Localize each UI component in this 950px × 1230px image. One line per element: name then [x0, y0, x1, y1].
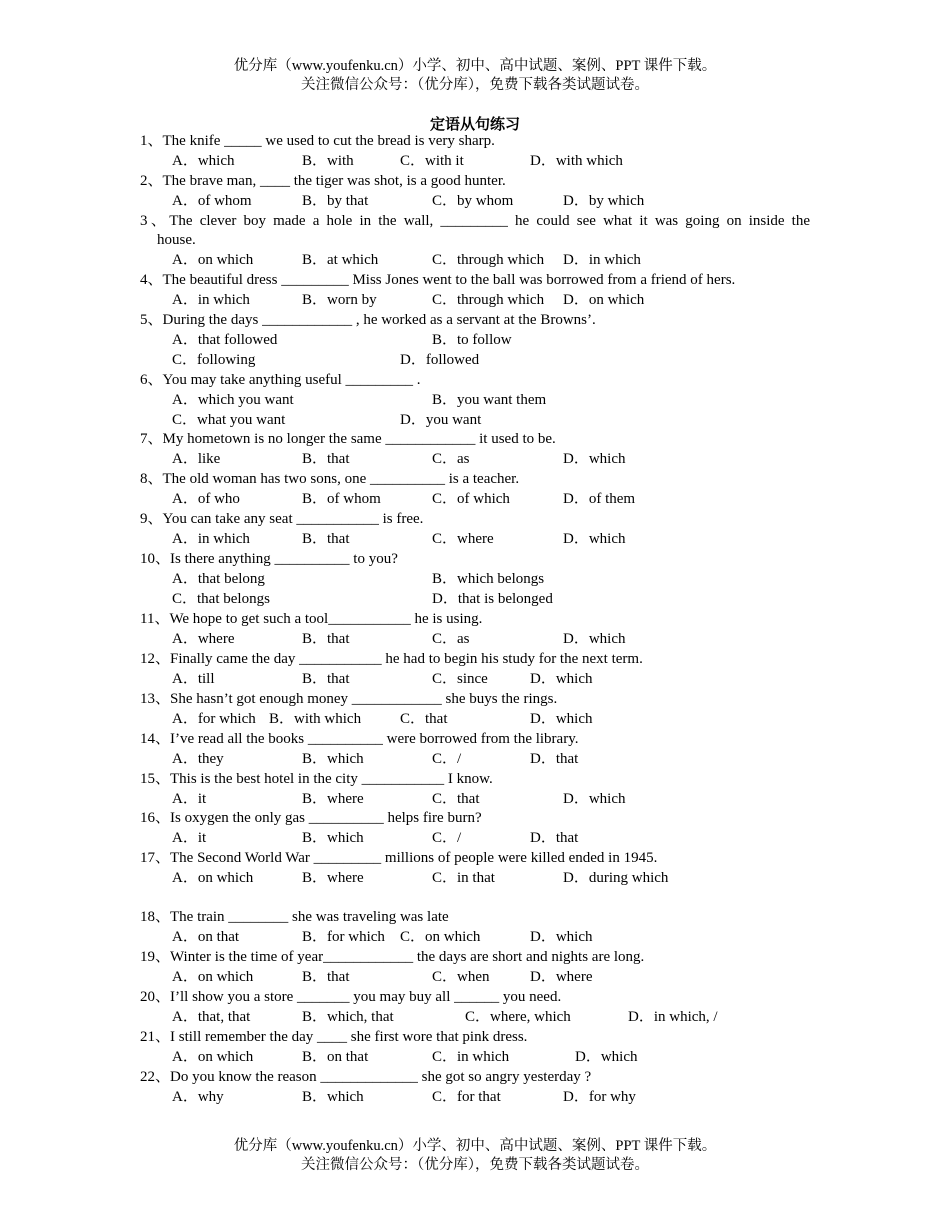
question-8-option-c[interactable]: C．of which — [432, 491, 510, 507]
question-21-option-b[interactable]: B．on that — [302, 1049, 369, 1065]
question-22-option-d[interactable]: D．for why — [563, 1089, 636, 1105]
question-22-option-a[interactable]: A．why — [172, 1089, 224, 1105]
question-5-option-a[interactable]: A．that followed — [172, 332, 278, 348]
question-9-option-d[interactable]: D．which — [563, 531, 626, 547]
question-16-option-a[interactable]: A．it — [172, 830, 207, 846]
question-18-option-c[interactable]: C．on which — [400, 929, 481, 945]
question-22-stem: 22、Do you know the reason _____________ she got so angry yesterday ? — [140, 1069, 592, 1085]
question-15-option-d[interactable]: D．which — [563, 791, 626, 807]
question-14-option-c[interactable]: C．/ — [432, 751, 462, 767]
question-9-stem: 9、You can take any seat ___________ is free. — [140, 511, 424, 527]
question-10-stem: 10、Is there anything __________ to you? — [140, 551, 398, 567]
question-7-option-b[interactable]: B．that — [302, 451, 350, 467]
question-8-stem: 8、The old woman has two sons, one __________ is a teacher. — [140, 471, 520, 487]
question-8-option-d[interactable]: D．of them — [563, 491, 636, 507]
question-12-option-b[interactable]: B．that — [302, 671, 350, 687]
question-3-option-a[interactable]: A．on which — [172, 252, 254, 268]
question-2-option-c[interactable]: C．by whom — [432, 193, 514, 209]
header-line-1: 优分库（www.youfenku.cn）小学、初中、高中试题、案例、PPT 课件下载。 — [233, 58, 717, 74]
page-title: 定语从句练习 — [429, 117, 520, 133]
question-1-option-c[interactable]: C．with it — [400, 153, 464, 169]
question-14-option-b[interactable]: B．which — [302, 751, 364, 767]
question-11-option-a[interactable]: A．where — [172, 631, 235, 647]
question-6-option-d[interactable]: D．you want — [400, 412, 482, 428]
question-11-option-c[interactable]: C．as — [432, 631, 470, 647]
question-7-stem: 7、My hometown is no longer the same ____________ it used to be. — [140, 431, 556, 447]
question-3-option-c[interactable]: C．through which — [432, 252, 545, 268]
footer-line-2: 关注微信公众号：（优分库），免费下载各类试题试卷。 — [301, 1157, 649, 1173]
question-16-option-d[interactable]: D．that — [530, 830, 579, 846]
question-18-option-b[interactable]: B．for which — [302, 929, 385, 945]
question-13-option-d[interactable]: D．which — [530, 711, 593, 727]
question-17-option-b[interactable]: B．where — [302, 870, 364, 886]
question-2-option-a[interactable]: A．of whom — [172, 193, 252, 209]
header-line-2: 关注微信公众号：（优分库），免费下载各类试题试卷。 — [301, 77, 649, 93]
question-16-stem: 16、Is oxygen the only gas __________ helps fire burn? — [140, 810, 482, 826]
question-13-option-c[interactable]: C．that — [400, 711, 448, 727]
question-19-option-b[interactable]: B．that — [302, 969, 350, 985]
question-12-option-a[interactable]: A．till — [172, 671, 215, 687]
question-14-option-a[interactable]: A．they — [172, 751, 224, 767]
question-15-stem: 15、This is the best hotel in the city ___________ I know. — [140, 771, 493, 787]
question-5-option-b[interactable]: B．to follow — [432, 332, 512, 348]
question-1-option-b[interactable]: B．with — [302, 153, 354, 169]
footer-line-1: 优分库（www.youfenku.cn）小学、初中、高中试题、案例、PPT 课件下载。 — [233, 1138, 717, 1154]
question-17-option-c[interactable]: C．in that — [432, 870, 495, 886]
question-7-option-a[interactable]: A．like — [172, 451, 221, 467]
question-21-option-d[interactable]: D．which — [575, 1049, 638, 1065]
question-13-option-b[interactable]: B．with which — [269, 711, 362, 727]
question-11-option-d[interactable]: D．which — [563, 631, 626, 647]
question-8-option-a[interactable]: A．of who — [172, 491, 240, 507]
question-14-option-d[interactable]: D．that — [530, 751, 579, 767]
question-15-option-a[interactable]: A．it — [172, 791, 207, 807]
question-13-option-a[interactable]: A．for which — [172, 711, 256, 727]
question-15-option-b[interactable]: B．where — [302, 791, 364, 807]
question-21-option-a[interactable]: A．on which — [172, 1049, 254, 1065]
question-7-option-c[interactable]: C．as — [432, 451, 470, 467]
question-4-option-c[interactable]: C．through which — [432, 292, 545, 308]
question-10-option-b[interactable]: B．which belongs — [432, 571, 545, 587]
question-20-option-d[interactable]: D．in which, / — [628, 1009, 718, 1025]
question-18-option-d[interactable]: D．which — [530, 929, 593, 945]
question-11-option-b[interactable]: B．that — [302, 631, 350, 647]
question-19-option-a[interactable]: A．on which — [172, 969, 254, 985]
question-3-option-d[interactable]: D．in which — [563, 252, 641, 268]
question-5-stem: 5、During the days ____________ , he worked as a servant at the Browns’. — [140, 312, 596, 328]
question-6-option-a[interactable]: A．which you want — [172, 392, 294, 408]
question-7-option-d[interactable]: D．which — [563, 451, 626, 467]
question-10-option-c[interactable]: C．that belongs — [172, 591, 270, 607]
question-12-option-c[interactable]: C．since — [432, 671, 488, 687]
question-2-option-b[interactable]: B．by that — [302, 193, 369, 209]
question-20-option-c[interactable]: C．where, which — [465, 1009, 571, 1025]
question-21-option-c[interactable]: C．in which — [432, 1049, 510, 1065]
question-18-option-a[interactable]: A．on that — [172, 929, 240, 945]
question-9-option-b[interactable]: B．that — [302, 531, 350, 547]
question-2-option-d[interactable]: D．by which — [563, 193, 645, 209]
question-10-option-d[interactable]: D．that is belonged — [432, 591, 553, 607]
question-8-option-b[interactable]: B．of whom — [302, 491, 381, 507]
question-20-stem: 20、I’ll show you a store _______ you may buy all ______ you need. — [140, 989, 562, 1005]
question-17-stem: 17、The Second World War _________ millions of people were killed ended in 1945. — [140, 850, 658, 866]
question-4-option-a[interactable]: A．in which — [172, 292, 250, 308]
question-13-stem: 13、She hasn’t got enough money ____________ she buys the rings. — [140, 691, 558, 707]
question-12-option-d[interactable]: D．which — [530, 671, 593, 687]
question-4-stem: 4、The beautiful dress _________ Miss Jones went to the ball was borrowed from a friend of hers. — [140, 272, 736, 288]
question-1-option-a[interactable]: A．which — [172, 153, 235, 169]
question-5-option-c[interactable]: C．following — [172, 352, 256, 368]
question-22-option-b[interactable]: B．which — [302, 1089, 364, 1105]
question-19-stem: 19、Winter is the time of year____________ the days are short and nights are long. — [140, 949, 645, 965]
question-3-stem: 3、The clever boy made a hole in the wall, _________ he could see what it was going on inside the — [140, 213, 810, 229]
question-17-option-d[interactable]: D．during which — [563, 870, 669, 886]
question-3-stem-continued: house. — [157, 232, 196, 248]
question-6-option-b[interactable]: B．you want them — [432, 392, 547, 408]
question-15-option-c[interactable]: C．that — [432, 791, 480, 807]
question-6-option-c[interactable]: C．what you want — [172, 412, 286, 428]
question-14-stem: 14、I’ve read all the books __________ were borrowed from the library. — [140, 731, 579, 747]
question-20-option-a[interactable]: A．that, that — [172, 1009, 251, 1025]
question-19-option-d[interactable]: D．where — [530, 969, 593, 985]
question-3-option-b[interactable]: B．at which — [302, 252, 379, 268]
question-1-stem: 1、The knife _____ we used to cut the bread is very sharp. — [140, 133, 495, 149]
question-4-option-d[interactable]: D．on which — [563, 292, 645, 308]
question-1-option-d[interactable]: D．with which — [530, 153, 623, 169]
question-5-option-d[interactable]: D．followed — [400, 352, 480, 368]
question-4-option-b[interactable]: B．worn by — [302, 292, 377, 308]
question-10-option-a[interactable]: A．that belong — [172, 571, 265, 587]
question-16-option-b[interactable]: B．which — [302, 830, 364, 846]
question-18-stem: 18、The train ________ she was traveling was late — [140, 909, 449, 925]
question-22-option-c[interactable]: C．for that — [432, 1089, 501, 1105]
question-21-stem: 21、I still remember the day ____ she first wore that pink dress. — [140, 1029, 528, 1045]
question-9-option-a[interactable]: A．in which — [172, 531, 250, 547]
question-12-stem: 12、Finally came the day ___________ he had to begin his study for the next term. — [140, 651, 643, 667]
question-9-option-c[interactable]: C．where — [432, 531, 494, 547]
question-2-stem: 2、The brave man, ____ the tiger was shot, is a good hunter. — [140, 173, 506, 189]
question-19-option-c[interactable]: C．when — [432, 969, 490, 985]
question-16-option-c[interactable]: C．/ — [432, 830, 462, 846]
question-6-stem: 6、You may take anything useful _________ . — [140, 372, 421, 388]
question-17-option-a[interactable]: A．on which — [172, 870, 254, 886]
question-11-stem: 11、We hope to get such a tool___________ he is using. — [140, 611, 483, 627]
question-20-option-b[interactable]: B．which, that — [302, 1009, 394, 1025]
